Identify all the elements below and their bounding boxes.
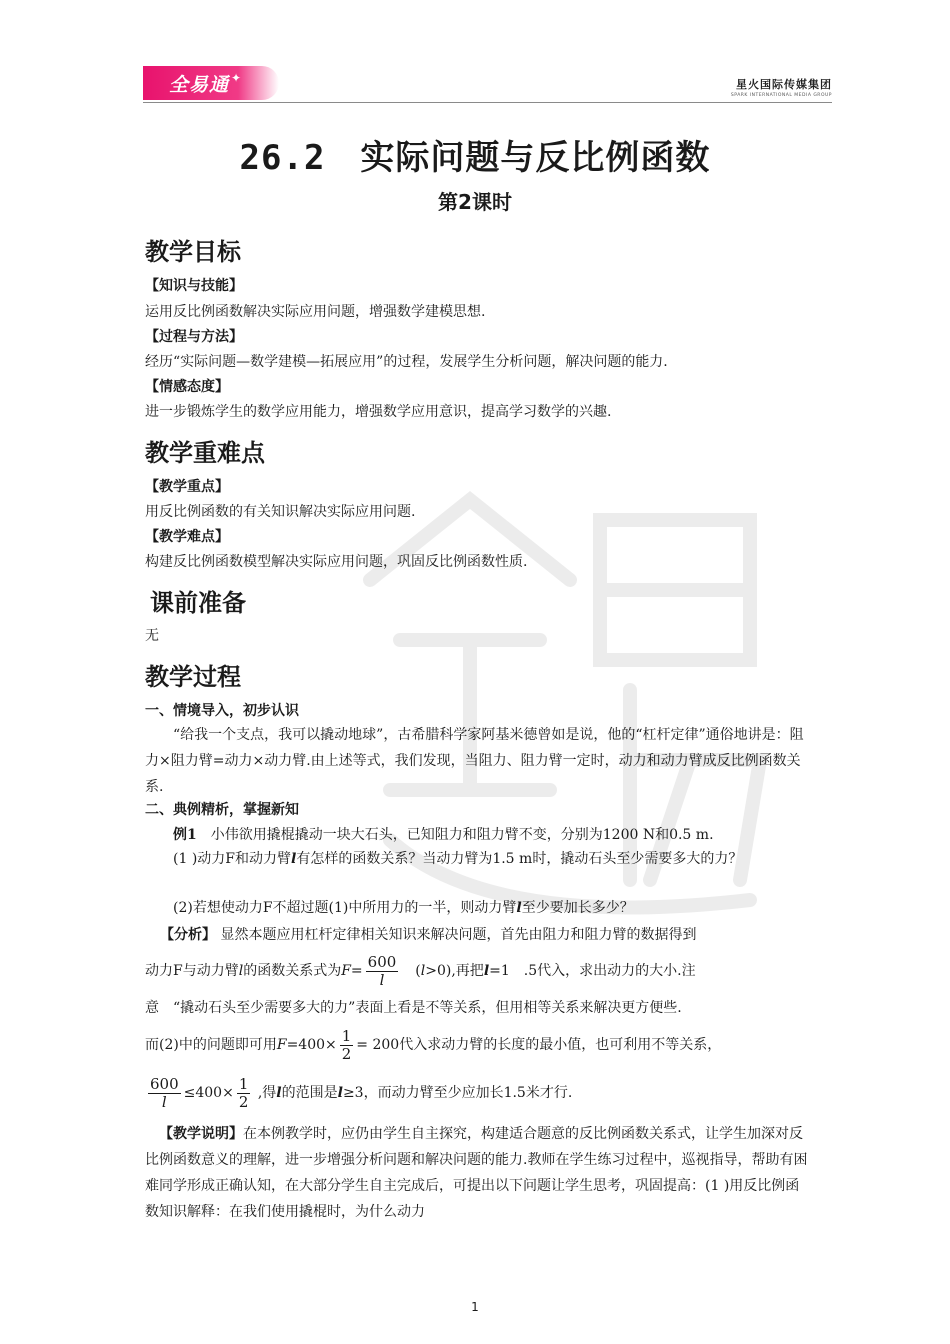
frac-den: l <box>379 970 385 989</box>
analysis-text-2d: >0),再把 <box>425 963 484 979</box>
frac-den: 2 <box>238 1092 249 1111</box>
var-l: l <box>516 900 522 916</box>
text-process: 经历“实际问题—数学建模—拓展应用”的过程，发展学生分析问题，解决问题的能力. <box>145 354 668 370</box>
logo-text: 全易通 <box>169 73 230 96</box>
label-difficulty: 【教学难点】 <box>145 529 229 545</box>
text-step1: “给我一个支点，我可以撬动地球”，古希腊科学家阿基米德曾如是说，他的“杠杆定律”通俗地讲是：阻力×阻力臂=动力×动力臂.由上述等式，我们发现，当阻力、阻力臂一定时，动力和动力臂成反比例函数关系. <box>145 727 804 795</box>
company-name-en: SPARK INTERNATIONAL MEDIA GROUP <box>730 93 832 98</box>
analysis-line-5 <box>145 1072 810 1114</box>
fraction-one-half <box>237 1076 251 1111</box>
star-icon: ✦ <box>231 71 242 85</box>
text-difficulty: 构建反比例函数模型解决实际应用问题，巩固反比例函数性质. <box>145 554 528 570</box>
analysis-text-4a: 而(2)中的问题即可用 <box>145 1037 277 1053</box>
analysis-text-5c: 的范围是 <box>281 1085 338 1101</box>
example-text: 小伟欲用撬棍撬动一块大石头，已知阻力和阻力臂不变，分别为1200 N和0.5 m. <box>196 827 714 843</box>
frac-den: 2 <box>341 1044 352 1063</box>
label-focus: 【教学重点】 <box>145 479 229 495</box>
brand-logo <box>143 66 279 100</box>
analysis-text-5b: ,得 <box>253 1085 277 1101</box>
analysis-text-2c: ( <box>415 963 421 979</box>
page-header <box>143 66 832 102</box>
frac-den: l <box>161 1092 167 1111</box>
question-2 <box>145 895 810 921</box>
var-l: l <box>276 1085 282 1101</box>
analysis-text-1: 显然本题应用杠杆定律相关知识来解决问题，首先由阻力和阻力臂的数据得到 <box>220 927 697 943</box>
analysis-text-2e: =1 .5代入，求出动力的大小.注 <box>489 963 696 979</box>
label-knowledge: 【知识与技能】 <box>145 278 243 294</box>
company-name <box>731 76 832 98</box>
label-emotion: 【情感态度】 <box>145 379 229 395</box>
q2-part-a: (2)若想使动力F不超过题(1)中所用力的一半，则动力臂 <box>173 900 517 916</box>
analysis-label: 【分析】 <box>160 927 216 943</box>
page-number: 1 <box>471 1300 479 1314</box>
q1-part-a: (1 )动力F和动力臂 <box>173 851 291 867</box>
section-heading-process: 教学过程 <box>145 663 241 691</box>
analysis-text-4b: =400× <box>286 1037 337 1053</box>
section-heading-keypoints: 教学重难点 <box>145 439 265 467</box>
section-heading-prep: 课前准备 <box>150 589 246 617</box>
page-title: 26.2 实际问题与反比例函数 <box>239 138 711 178</box>
frac-num: 600 <box>367 952 397 971</box>
var-l: l <box>238 963 244 979</box>
var-l: l <box>420 963 426 979</box>
note-label: 【教学说明】 <box>159 1126 243 1142</box>
analysis-line-2 <box>145 950 810 992</box>
frac-num: 600 <box>150 1074 179 1093</box>
analysis-line-4: 而(2)中的问题即可用F=400× $\frac{1}{2}$ = 200代入求动力臂的长度的最小值，也可利用不等关系， <box>145 1026 722 1063</box>
text-focus: 用反比例函数的有关知识解决实际应用问题. <box>145 504 416 520</box>
analysis-text-2b: 的函数关系式为 <box>243 963 342 979</box>
label-step1: 一、情境导入，初步认识 <box>145 703 299 719</box>
formula-F: F= <box>341 963 363 979</box>
q2-part-b: 至少要加长多少？ <box>521 900 634 916</box>
analysis-text-2a: 动力F与动力臂 <box>145 963 239 979</box>
var-l: l <box>483 963 490 979</box>
var-l: l <box>291 851 297 867</box>
analysis-line-1 <box>160 922 810 948</box>
question-1 <box>145 846 810 872</box>
teaching-note <box>145 1121 810 1225</box>
text-prep: 无 <box>145 628 159 644</box>
q1-part-b: 有怎样的函数关系？当动力臂为1.5 m时，撬动石头至少需要多大的力？ <box>296 851 743 867</box>
page-subtitle: 第2课时 <box>438 190 512 214</box>
company-name-cn: 星火国际传媒集团 <box>736 78 832 91</box>
note-text: 在本例教学时，应仍由学生自主探究，构建适合题意的反比例函数关系式，让学生加深对反比例函数意义的理解，进一步增强分析问题和解决问题的能力.教师在学生练习过程中，巡视指导，帮助有困难同学形成正确认知，在大部分学生自主完成后，可提出以下问题让学生思考，巩固提高：(1 )用反比例函数知识解释：在我们使用撬棍时，为什么动力 <box>145 1126 808 1220</box>
fraction-600-over-l <box>148 1076 181 1111</box>
frac-num: 1 <box>341 1026 352 1045</box>
label-step2: 二、典例精析，掌握新知 <box>145 802 299 818</box>
analysis-line-3: 意 “撬动石头至少需要多大的力”表面上看是不等关系，但用相等关系来解决更方便些. <box>145 1000 682 1016</box>
frac-num: 1 <box>238 1074 249 1093</box>
analysis-text-5a: ≤400× <box>183 1085 234 1101</box>
var-l: l <box>337 1085 343 1101</box>
label-process: 【过程与方法】 <box>145 329 243 345</box>
fraction-one-half <box>340 1028 354 1063</box>
text-knowledge: 运用反比例函数解决实际应用问题，增强数学建模思想. <box>145 304 486 320</box>
header-divider <box>143 102 832 103</box>
fraction-600-over-l <box>366 954 399 989</box>
text-emotion: 进一步锻炼学生的数学应用能力，增强数学应用意识，提高学习数学的兴趣. <box>145 404 612 420</box>
example-1 <box>145 822 810 848</box>
example-label: 例1 <box>173 827 197 843</box>
section-heading-goals: 教学目标 <box>145 238 241 266</box>
analysis-text-5d: ≥3，而动力臂至少应加长1.5米才行. <box>342 1085 573 1101</box>
analysis-text-4c: = 200代入求动力臂的长度的最小值，也可利用不等关系， <box>356 1037 722 1053</box>
